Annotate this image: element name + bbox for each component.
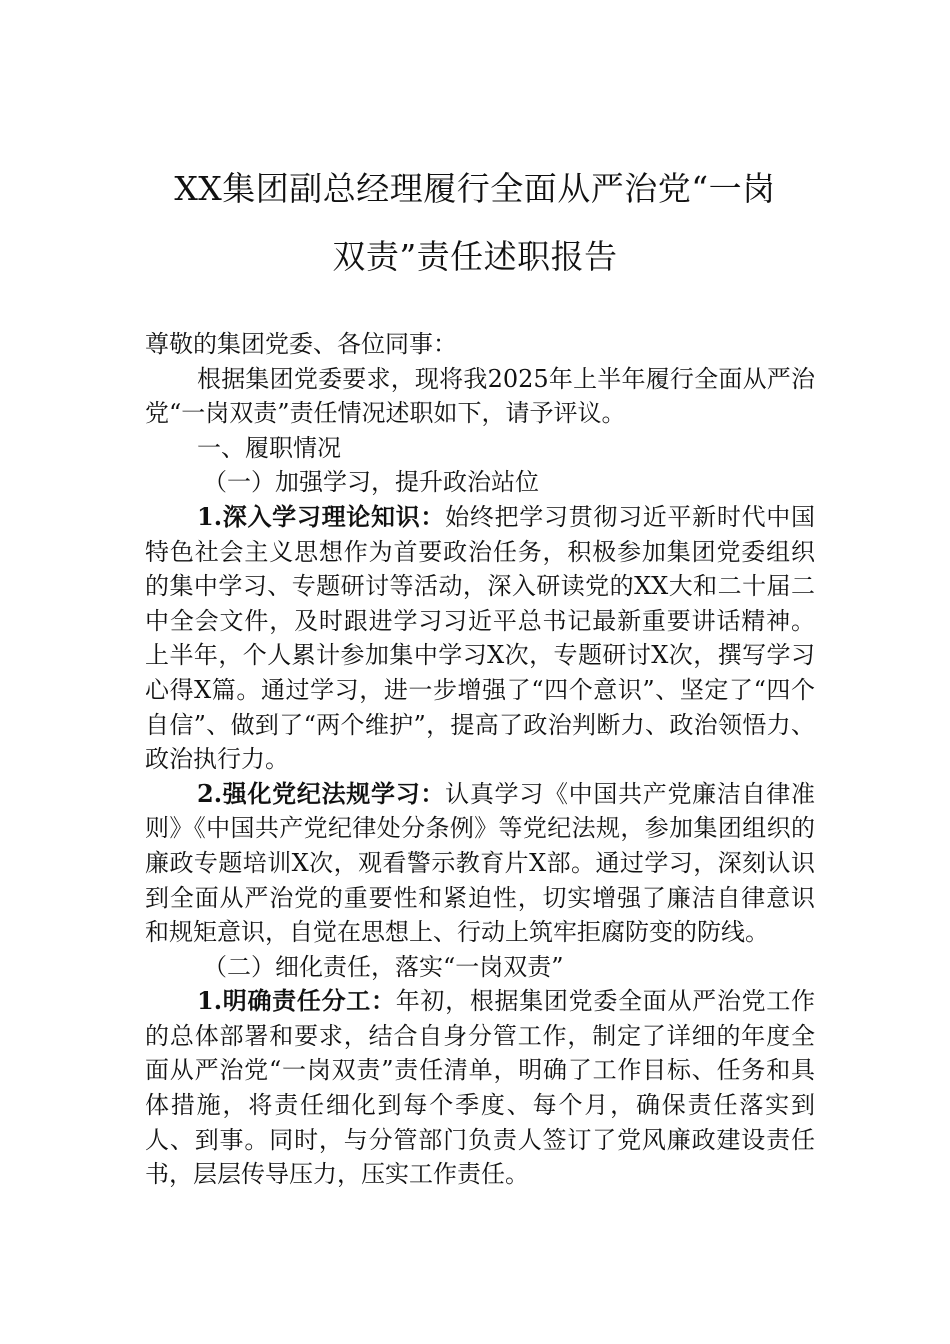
intro-paragraph: 根据集团党委要求，现将我2025年上半年履行全面从严治党“一岗双责”责任情况述职如下，请予评议。 — [145, 364, 815, 428]
report-body — [145, 327, 815, 1192]
paragraph-discipline-study — [145, 777, 815, 950]
paragraph-text: 始终把学习贯彻习近平新时代中国特色社会主义思想作为首要政治任务，积极参加集团党委组织的集中学习、专题研讨等活动，深入研读党的XX大和二十届二中全会文件，及时跟进学习习近平总书记最新重要讲话精神。上半年，个人累计参加集中学习X次，专题研讨X次，撰写学习心得X篇。通过学习，进一步增强了“四个意识”、坚定了“四个自信”、做到了“两个维护”，提高了政治判断力、政治领悟力、政治执行力。 — [145, 502, 816, 774]
paragraph-label: 1.深入学习理论知识： — [197, 501, 446, 531]
report-title-line-1: XX集团副总经理履行全面从严治党“一岗 — [174, 169, 776, 208]
salutation: 尊敬的集团党委、各位同事： — [145, 330, 457, 358]
paragraph-label: 2.强化党纪法规学习： — [197, 778, 446, 808]
paragraph-responsibility-division — [145, 984, 815, 1192]
section-heading-performance: 一、履职情况 — [197, 433, 341, 462]
paragraph-text: 认真学习《中国共产党廉洁自律准则》《中国共产党纪律处分条例》等党纪法规，参加集团组织的廉政专题培训X次，观看警示教育片X部。通过学习，深刻认识到全面从严治党的重要性和紧迫性，切实增强了廉洁自律意识和规矩意识，自觉在思想上、行动上筑牢拒腐防变的防线。 — [145, 779, 816, 947]
paragraph-text: 年初，根据集团党委全面从严治党工作的总体部署和要求，结合自身分管工作，制定了详细的年度全面从严治党“一岗双责”责任清单，明确了工作目标、任务和具体措施，将责任细化到每个季度、每个月，确保责任落实到人、到事。同时，与分管部门负责人签订了党风廉政建设责任书，层层传导压力，压实工作责任。 — [145, 987, 815, 1189]
subsection-heading-responsibility: （二）细化责任，落实“一岗双责” — [203, 952, 564, 981]
paragraph-label: 1.明确责任分工： — [197, 986, 396, 1016]
subsection-heading-study: （一）加强学习，提升政治站位 — [203, 468, 539, 497]
report-title-line-2: 双责”责任述职报告 — [332, 237, 618, 276]
paragraph-theory-study — [145, 500, 815, 777]
